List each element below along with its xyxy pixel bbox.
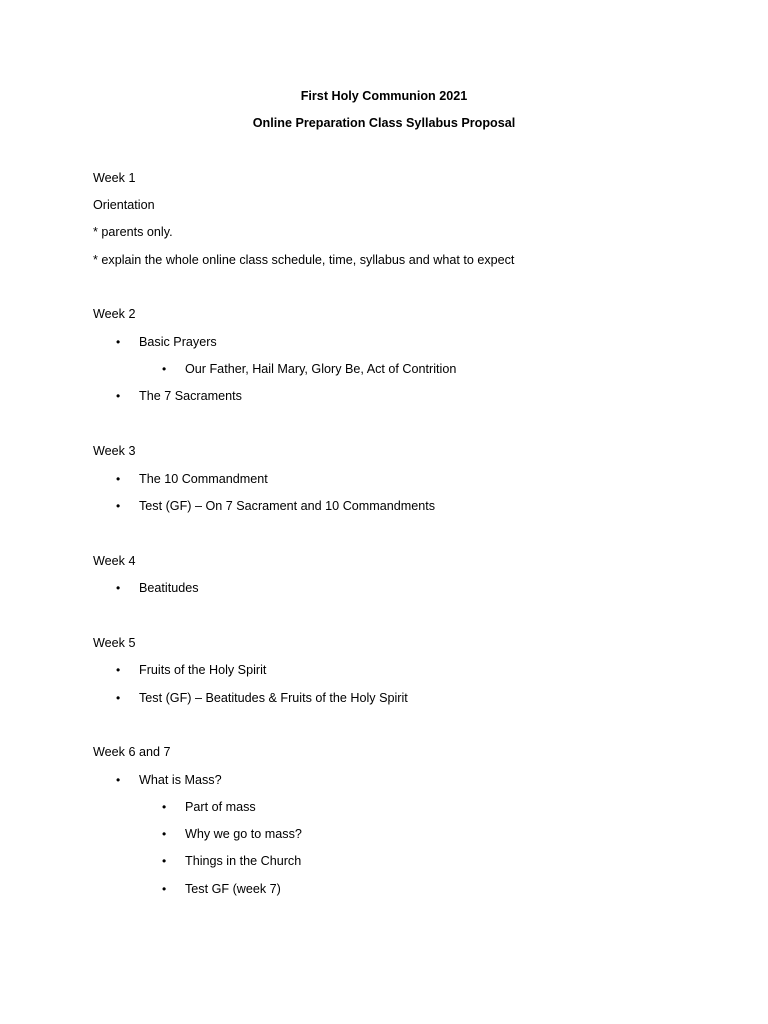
week6-7-item-what-is-mass: What is Mass? [139, 773, 222, 787]
bullet-icon: • [162, 800, 167, 814]
week1-line-orientation: Orientation [93, 198, 155, 212]
bullet-icon: • [116, 472, 121, 486]
week6-7-subitem-why-mass: Why we go to mass? [185, 827, 302, 841]
bullet-icon: • [116, 581, 121, 595]
week3-item-test: Test (GF) – On 7 Sacrament and 10 Commandments [139, 499, 436, 513]
bullet-icon: • [116, 499, 121, 513]
week4-item-beatitudes: Beatitudes [139, 581, 199, 595]
week3-item-commandment: The 10 Commandment [139, 472, 268, 486]
week2-heading: Week 2 [93, 307, 136, 321]
bullet-icon: • [116, 691, 121, 705]
bullet-icon: • [162, 882, 167, 896]
week5-item-fruits: Fruits of the Holy Spirit [139, 663, 267, 677]
bullet-icon: • [162, 854, 167, 868]
week5-item-test: Test (GF) – Beatitudes & Fruits of the Holy Spirit [139, 691, 408, 705]
week6-7-heading: Week 6 and 7 [93, 745, 171, 759]
bullet-icon: • [162, 827, 167, 841]
week1-line-explain: * explain the whole online class schedule, time, syllabus and what to expect [93, 253, 515, 267]
week2-subitem-prayers-list: Our Father, Hail Mary, Glory Be, Act of Contrition [185, 362, 457, 376]
week2-item-basic-prayers: Basic Prayers [139, 335, 217, 349]
week1-line-parents: * parents only. [93, 225, 173, 239]
week6-7-subitem-church-things: Things in the Church [185, 854, 302, 868]
week6-7-subitem-part-of-mass: Part of mass [185, 800, 256, 814]
week2-item-sacraments: The 7 Sacraments [139, 389, 242, 403]
bullet-icon: • [116, 335, 121, 349]
bullet-icon: • [116, 773, 121, 787]
bullet-icon: • [116, 389, 121, 403]
document-title: First Holy Communion 2021 [300, 89, 468, 103]
week6-7-subitem-test: Test GF (week 7) [185, 882, 281, 896]
bullet-icon: • [116, 663, 121, 677]
week1-heading: Week 1 [93, 171, 136, 185]
week5-heading: Week 5 [93, 636, 136, 650]
week4-heading: Week 4 [93, 554, 136, 568]
document-subtitle: Online Preparation Class Syllabus Proposal [252, 116, 516, 130]
week3-heading: Week 3 [93, 444, 136, 458]
bullet-icon: • [162, 362, 167, 376]
